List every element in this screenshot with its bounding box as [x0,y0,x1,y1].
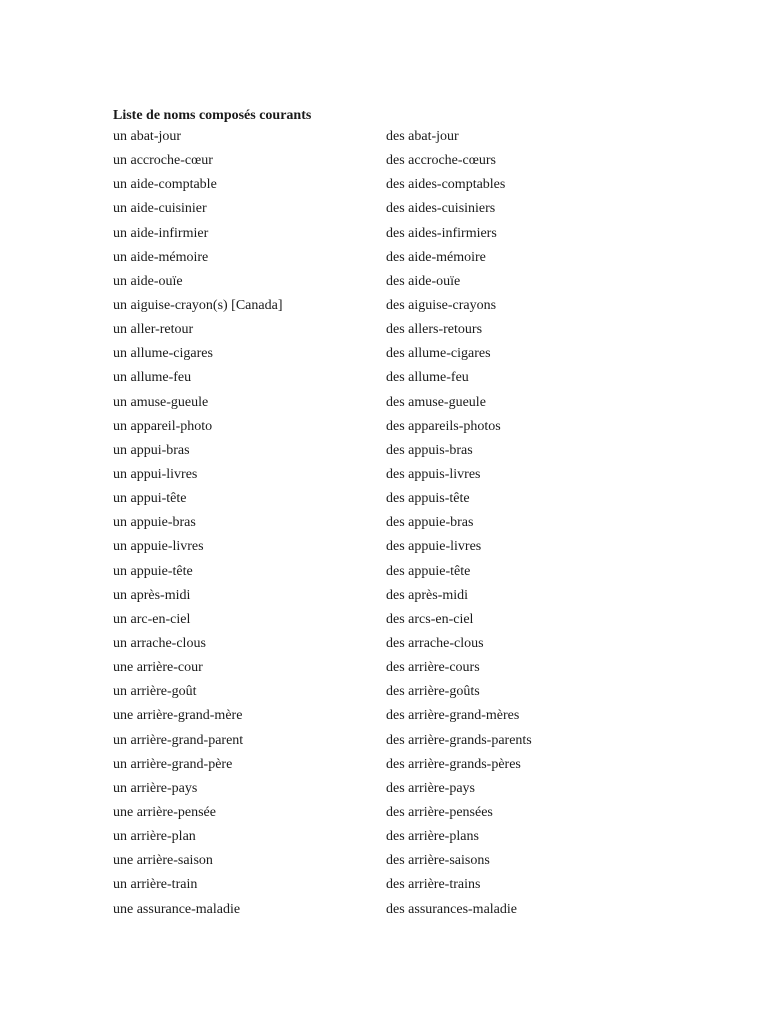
singular-form: un arc-en-ciel [113,611,191,627]
plural-form: des après-midi [386,587,469,603]
singular-form: un appuie-livres [113,539,204,555]
list-row [113,296,673,320]
plural-form: des arrière-grand-mères [386,708,520,724]
plural-form: des amuse-gueule [386,394,486,410]
list-row [113,755,673,779]
singular-form: un arrache-clous [113,635,206,651]
plural-form: des appuie-livres [386,539,482,555]
singular-form: un amuse-gueule [113,394,209,410]
singular-form: un allume-feu [113,370,192,386]
plural-form: des allers-retours [386,322,483,338]
list-row [113,368,673,392]
list-row [113,562,673,586]
plural-form: des arrière-plans [386,829,479,845]
singular-form: un allume-cigares [113,346,213,362]
list-row [113,151,673,175]
plural-form: des arrière-pays [386,780,476,796]
plural-form: des arrière-grands-pères [386,756,521,772]
plural-form: des assurances-maladie [386,901,517,917]
list-row [113,224,673,248]
list-row [113,272,673,296]
plural-form: des arrache-clous [386,635,484,651]
list-row [113,682,673,706]
singular-form: un appareil-photo [113,418,213,434]
singular-form: un appui-tête [113,491,187,507]
plural-form: des aide-mémoire [386,249,486,265]
plural-form: des arcs-en-ciel [386,611,474,627]
list-row [113,851,673,875]
list-row [113,706,673,730]
list-row [113,465,673,489]
compound-noun-list [113,127,673,924]
singular-form: un arrière-grand-père [113,756,233,772]
singular-form: un arrière-train [113,877,198,893]
list-row [113,610,673,634]
plural-form: des accroche-cœurs [386,153,496,169]
plural-form: des arrière-trains [386,877,481,893]
singular-form: un aide-infirmier [113,225,209,241]
list-row [113,658,673,682]
plural-form: des appuis-livres [386,466,481,482]
singular-form: un accroche-cœur [113,153,213,169]
list-row [113,199,673,223]
singular-form: une arrière-grand-mère [113,708,243,724]
list-row [113,320,673,344]
singular-form: un arrière-plan [113,829,196,845]
list-row [113,441,673,465]
singular-form: un appui-livres [113,466,198,482]
singular-form: une arrière-pensée [113,804,216,820]
list-row [113,417,673,441]
plural-form: des appuis-tête [386,491,470,507]
list-row [113,393,673,417]
singular-form: un appuie-bras [113,515,196,531]
plural-form: des allume-cigares [386,346,491,362]
plural-form: des appuie-tête [386,563,471,579]
plural-form: des appuis-bras [386,442,473,458]
list-row [113,779,673,803]
singular-form: un aide-comptable [113,177,217,193]
singular-form: un appui-bras [113,442,190,458]
list-row [113,248,673,272]
list-row [113,827,673,851]
singular-form: une arrière-cour [113,660,203,676]
list-row [113,731,673,755]
list-row [113,127,673,151]
singular-form: un aiguise-crayon(s) [Canada] [113,297,283,313]
singular-form: un arrière-pays [113,780,198,796]
list-row [113,803,673,827]
plural-form: des appareils-photos [386,418,501,434]
list-row [113,900,673,924]
singular-form: un aide-mémoire [113,249,209,265]
singular-form: une assurance-maladie [113,901,241,917]
singular-form: un aide-cuisinier [113,201,207,217]
list-row [113,513,673,537]
singular-form: un aller-retour [113,322,194,338]
list-row [113,344,673,368]
plural-form: des arrière-goûts [386,684,480,700]
plural-form: des arrière-saisons [386,853,490,869]
plural-form: des arrière-cours [386,660,480,676]
singular-form: un après-midi [113,587,191,603]
plural-form: des aiguise-crayons [386,297,497,313]
plural-form: des aide-ouïe [386,273,461,289]
singular-form: un arrière-grand-parent [113,732,244,748]
list-row [113,634,673,658]
singular-form: un appuie-tête [113,563,193,579]
plural-form: des aides-comptables [386,177,506,193]
list-row [113,875,673,899]
list-row [113,586,673,610]
plural-form: des arrière-pensées [386,804,493,820]
singular-form: un abat-jour [113,129,182,144]
document-title: Liste de noms composés courants [113,108,312,123]
list-row [113,489,673,513]
singular-form: un arrière-goût [113,684,197,700]
plural-form: des arrière-grands-parents [386,732,532,748]
plural-form: des appuie-bras [386,515,474,531]
plural-form: des aides-cuisiniers [386,201,496,217]
singular-form: une arrière-saison [113,853,213,869]
plural-form: des allume-feu [386,370,469,386]
list-row [113,175,673,199]
plural-form: des aides-infirmiers [386,225,497,241]
list-row [113,537,673,561]
plural-form: des abat-jour [386,129,459,144]
singular-form: un aide-ouïe [113,273,183,289]
